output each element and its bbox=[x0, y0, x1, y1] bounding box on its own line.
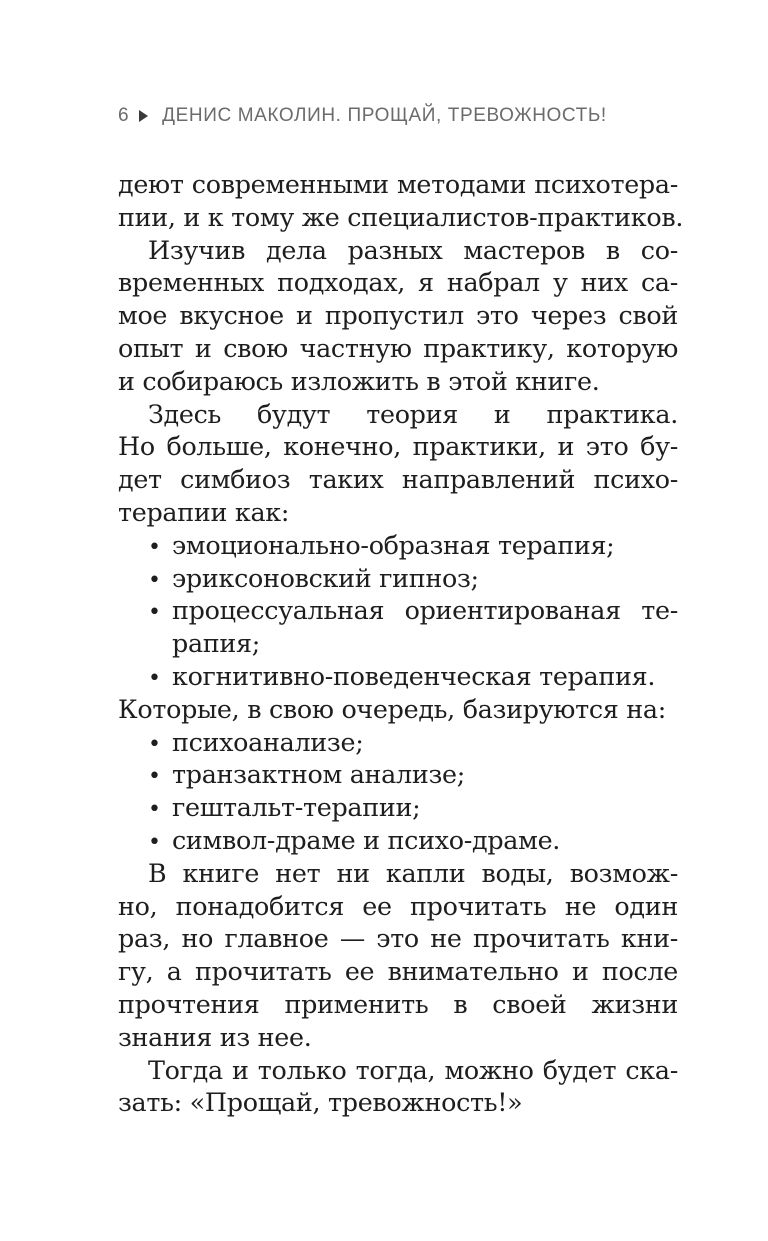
bullet-icon: • bbox=[148, 567, 161, 593]
list-item-text: психоанализе; bbox=[172, 726, 364, 757]
bullet-icon: • bbox=[148, 600, 161, 626]
list-item-text: транзактном анализе; bbox=[172, 759, 465, 790]
bullet-icon: • bbox=[148, 797, 161, 823]
running-head-author: ДЕНИС МАКОЛИН. bbox=[162, 105, 342, 126]
text-line: знания из нее. bbox=[118, 1021, 312, 1052]
list-item bbox=[118, 594, 678, 627]
running-head bbox=[118, 104, 607, 128]
text-line: и собираюсь изложить в этой книге. bbox=[118, 365, 600, 396]
list-item bbox=[118, 726, 678, 759]
text-line: но, понадобится ее прочитать не один bbox=[118, 890, 678, 921]
page-number: 6 bbox=[118, 105, 130, 126]
text-line: Изучив дела разных мастеров в со- bbox=[148, 234, 678, 265]
running-head-title: ПРОЩАЙ, ТРЕВОЖНОСТЬ! bbox=[347, 105, 607, 126]
list-item-text: эриксоновский гипноз; bbox=[172, 562, 479, 593]
bullet-icon: • bbox=[148, 829, 161, 855]
list-item bbox=[118, 791, 678, 824]
text-line: гу, а прочитать ее внимательно и после bbox=[118, 956, 678, 987]
text-line: опыт и свою частную практику, которую bbox=[118, 332, 678, 363]
text-line: пии, и к тому же специалистов-практиков. bbox=[118, 201, 684, 232]
list-item bbox=[118, 529, 678, 562]
bullet-icon: • bbox=[148, 665, 161, 691]
text-line: деют современными методами психотера- bbox=[118, 169, 678, 199]
list-item-text: процессуальная ориентированая те- bbox=[172, 595, 678, 626]
list-item-text: гештальт-терапии; bbox=[172, 792, 421, 823]
page-body bbox=[118, 168, 684, 1119]
triangle-marker-icon bbox=[139, 110, 148, 122]
text-line: временных подходах, я набрал у них са- bbox=[118, 267, 678, 298]
list-item-text: символ-драме и психо-драме. bbox=[172, 824, 561, 855]
bullet-icon: • bbox=[148, 764, 161, 790]
list-item bbox=[118, 562, 678, 595]
bullet-icon: • bbox=[148, 534, 161, 560]
text-line: мое вкусное и пропустил это через свой bbox=[118, 300, 678, 331]
list-item bbox=[118, 660, 678, 693]
text-line: Которые, в свою очередь, базируются на: bbox=[118, 693, 666, 724]
text-line: прочтения применить в своей жизни bbox=[118, 988, 678, 1019]
text-line: раз, но главное — это не прочитать кни- bbox=[118, 923, 678, 954]
text-line: зать: «Прощай, тревожность!» bbox=[118, 1087, 523, 1118]
list-item bbox=[118, 824, 678, 857]
list-item-text: эмоционально-образная терапия; bbox=[172, 529, 615, 560]
bullet-icon: • bbox=[148, 731, 161, 757]
text-line: Здесь будут теория и практика. bbox=[148, 398, 678, 429]
text-line: терапии как: bbox=[118, 496, 290, 527]
list-item bbox=[118, 758, 678, 791]
list-item-text: когнитивно-поведенческая терапия. bbox=[172, 660, 656, 691]
list-item-continuation: рапия; bbox=[172, 628, 261, 659]
text-line: В книге нет ни капли воды, возмож- bbox=[148, 857, 678, 888]
text-line: дет симбиоз таких направлений психо- bbox=[118, 464, 678, 495]
text-line: Тогда и только тогда, можно будет ска- bbox=[148, 1054, 678, 1085]
text-line: Но больше, конечно, практики, и это бу- bbox=[118, 431, 678, 462]
